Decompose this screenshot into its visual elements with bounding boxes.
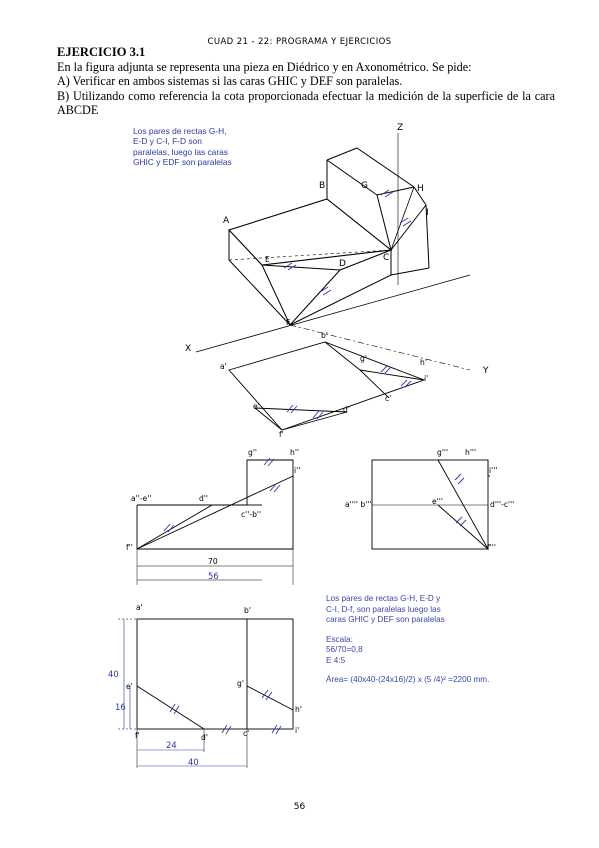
point-label-f1-plan: f' xyxy=(135,731,140,740)
point-label-d1-plan: d' xyxy=(201,733,208,742)
point-label-h3: h''' xyxy=(465,448,477,457)
point-label-i2: i'' xyxy=(294,466,301,475)
point-label-h1-plan: h' xyxy=(295,705,302,714)
point-label-g1: g' xyxy=(360,354,367,363)
point-label-i3: i''' xyxy=(489,466,498,475)
point-label-e3: e''' xyxy=(432,497,443,506)
solution-line: Escala: xyxy=(326,634,353,644)
axis-label-Z: Z xyxy=(397,123,404,133)
exercise-item-b: B) Utilizando como referencia la cota proporcionada efectuar la medición de la superficie de la cara xyxy=(57,88,555,103)
note-line: Los pares de rectas G-H, xyxy=(133,126,227,136)
point-label-e1-plan: e' xyxy=(126,682,133,691)
exercise-item-a: A) Verificar en ambos sistemas si las caras GHIC y DEF son paralelas. xyxy=(57,74,403,89)
solution-line: C-I, D-f, son paralelas luego las xyxy=(326,604,441,614)
plan-view xyxy=(118,619,293,768)
point-label-d1: d' xyxy=(343,405,350,414)
exercise-intro: En la figura adjunta se representa una pieza en Diédrico y en Axonométrico. Se pide: xyxy=(57,59,472,74)
point-label-c1: c' xyxy=(385,394,392,403)
point-label-g1-plan: g' xyxy=(237,679,244,688)
note-line: GHIC y EDF son paralelas xyxy=(133,157,232,168)
axis-label-X: X xyxy=(185,344,192,354)
point-label-H: H xyxy=(417,184,424,194)
point-label-ae2: a''-e'' xyxy=(131,494,152,503)
dimension-40-vertical: 40 xyxy=(108,669,119,679)
solution-line: E 4:5 xyxy=(326,655,346,665)
point-label-b1-plan: b' xyxy=(244,606,251,615)
solution-line: 56/70=0,8 xyxy=(326,645,363,654)
point-label-h2: h'' xyxy=(290,448,299,457)
point-label-cb2: c''-b'' xyxy=(241,510,262,519)
point-label-ab3: a'''' b''' xyxy=(345,500,372,509)
page-number: 56 xyxy=(293,802,306,812)
point-label-D: D xyxy=(339,259,346,269)
point-label-e1: e' xyxy=(253,402,260,411)
point-label-G: G xyxy=(361,181,368,191)
note-line: E-D y C-I, F-D son xyxy=(133,136,202,147)
solution-line: caras GHIC y DEF son paralelas xyxy=(326,615,445,624)
solution-line: Área= (40x40-(24x16)/2) x (5 /4)² =2200 mm. xyxy=(326,675,490,684)
solution-line xyxy=(326,666,496,675)
point-label-f3: f''' xyxy=(487,543,496,552)
dimension-56: 56 xyxy=(208,571,219,581)
dimension-70: 70 xyxy=(208,557,218,566)
point-label-A: A xyxy=(223,216,230,226)
point-label-f2: f'' xyxy=(126,543,133,552)
point-label-dc3: d'''-c''' xyxy=(490,500,515,509)
point-label-d2: d'' xyxy=(199,494,208,503)
point-label-i1-plan: i' xyxy=(295,726,300,735)
solution-line xyxy=(326,626,496,635)
solution-line: Los pares de rectas G-H, E-D y xyxy=(326,594,441,603)
point-label-g3: g''' xyxy=(437,448,449,457)
page-header: CUAD 21 - 22: PROGRAMA Y EJERCICIOS xyxy=(207,37,392,47)
point-label-a1: a' xyxy=(220,362,227,371)
point-label-c1-plan: c' xyxy=(243,729,250,738)
point-label-E: E xyxy=(265,255,270,264)
point-label-f1: f' xyxy=(279,430,284,439)
point-label-b1: b' xyxy=(321,331,328,340)
axonometric-plan-projection xyxy=(229,342,424,430)
axonometric-note xyxy=(133,126,273,168)
point-label-g2: g'' xyxy=(248,448,257,457)
point-label-h1: h' xyxy=(420,358,427,367)
dimension-24: 24 xyxy=(166,740,177,750)
note-line: paralelas, luego las caras xyxy=(133,146,228,157)
point-label-I: I xyxy=(426,208,429,218)
point-label-i1: i' xyxy=(424,374,429,383)
solution-note xyxy=(326,594,496,686)
axis-label-Y: Y xyxy=(483,366,489,376)
point-label-a1-plan: a' xyxy=(136,603,143,612)
profile-view xyxy=(372,460,490,549)
point-label-F: F xyxy=(286,318,291,327)
point-label-C: C xyxy=(383,253,390,263)
axonometric-view xyxy=(196,133,470,370)
dimension-40-horizontal: 40 xyxy=(188,757,199,767)
exercise-item-b-cont: ABCDE xyxy=(57,103,99,118)
point-label-B: B xyxy=(319,181,326,191)
exercise-title: EJERCICIO 3.1 xyxy=(57,45,146,59)
dimension-16: 16 xyxy=(115,702,126,712)
